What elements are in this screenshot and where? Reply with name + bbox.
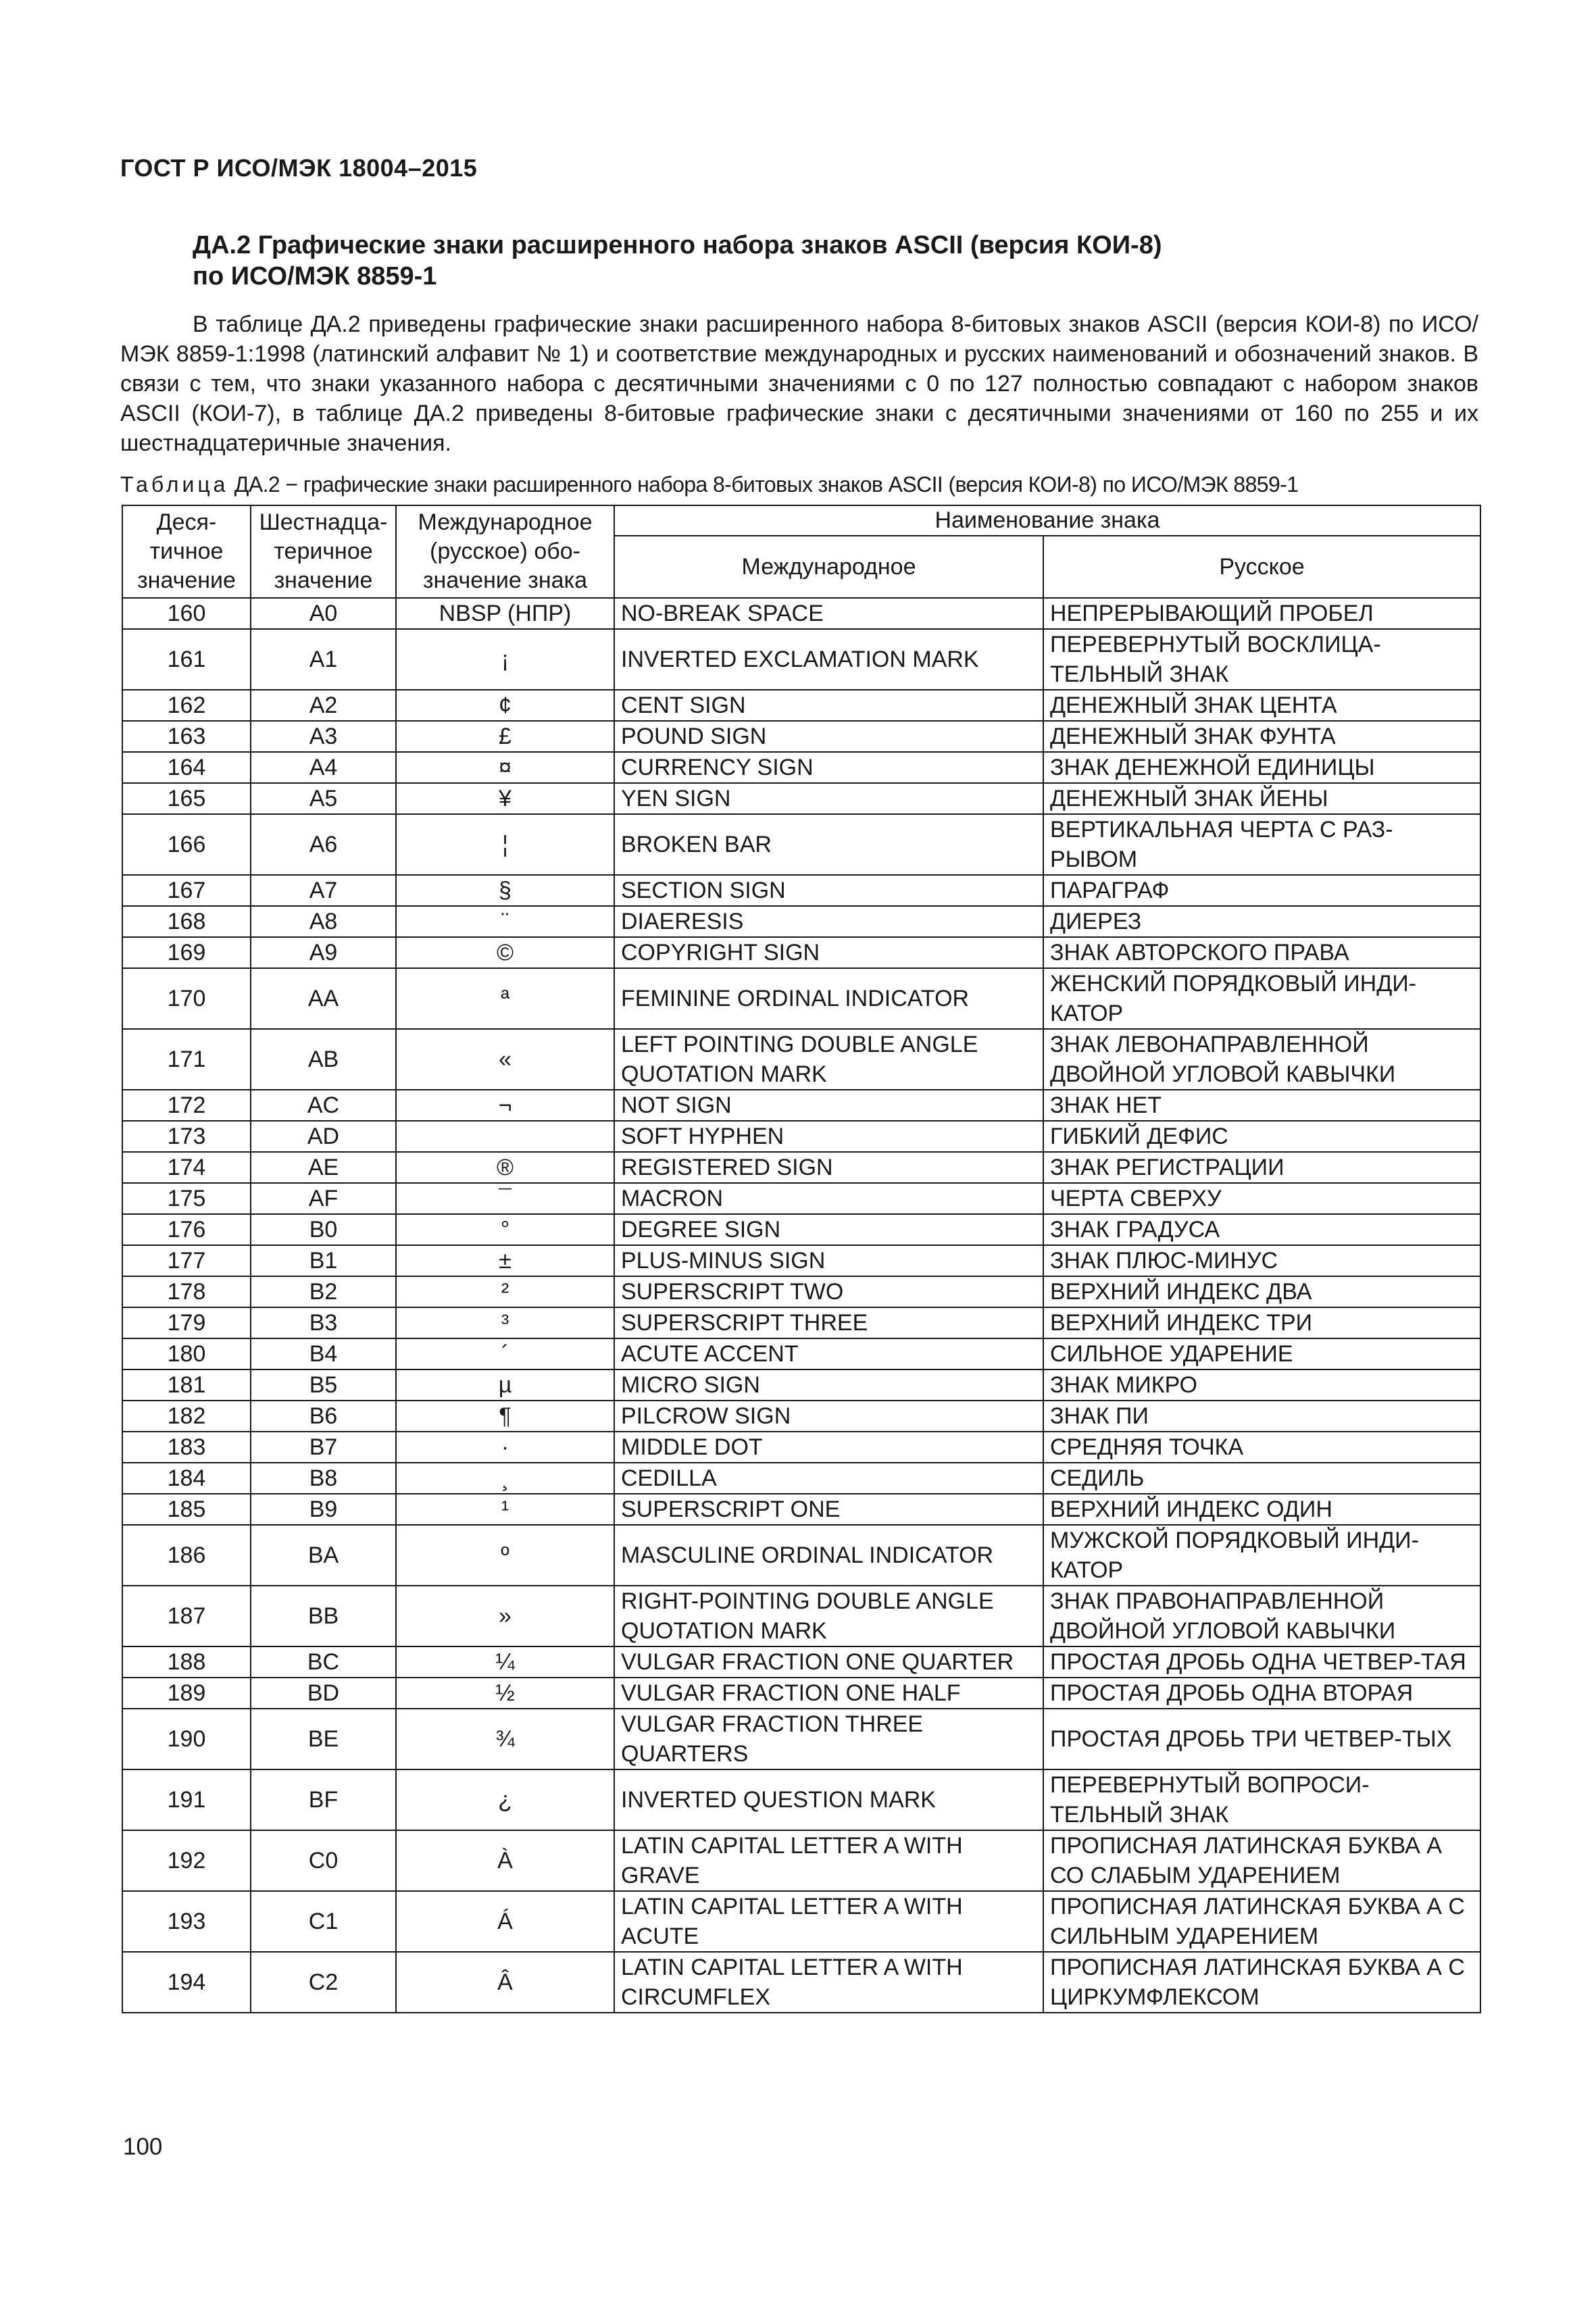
hex-cell: BD [251, 1678, 396, 1709]
intl-name-cell: SECTION SIGN [614, 875, 1043, 906]
table-row [122, 1029, 1480, 1090]
rus-name-cell: ЗНАК ГРАДУСА [1043, 1214, 1480, 1245]
intl-name-cell: SUPERSCRIPT TWO [614, 1276, 1043, 1307]
hex-cell: A6 [251, 814, 396, 875]
header-rus: Русское [1043, 536, 1480, 598]
hex-cell: AF [251, 1183, 396, 1214]
decimal-cell: 172 [122, 1090, 251, 1121]
rus-name-cell: ПРОПИСНАЯ ЛАТИНСКАЯ БУКВА А СО СЛАБЫМ УДАРЕНИЕМ [1043, 1830, 1480, 1891]
rus-name-cell: ПЕРЕВЕРНУТЫЙ ВОСКЛИЦА-ТЕЛЬНЫЙ ЗНАК [1043, 629, 1480, 690]
table-row [122, 1586, 1480, 1646]
decimal-cell: 170 [122, 968, 251, 1029]
rus-name-cell: СИЛЬНОЕ УДАРЕНИЕ [1043, 1338, 1480, 1369]
table-row [122, 1338, 1480, 1369]
decimal-cell: 169 [122, 937, 251, 968]
table-row [122, 752, 1480, 783]
symbol-cell: À [396, 1830, 614, 1891]
section-title [193, 230, 1476, 292]
rus-name-cell: ПРОСТАЯ ДРОБЬ ТРИ ЧЕТВЕР-ТЫХ [1043, 1709, 1480, 1769]
symbol-cell: ¶ [396, 1401, 614, 1432]
decimal-cell: 194 [122, 1952, 251, 2013]
symbol-cell: ¡ [396, 629, 614, 690]
rus-name-cell: ЗНАК АВТОРСКОГО ПРАВА [1043, 937, 1480, 968]
intl-name-cell: ACUTE ACCENT [614, 1338, 1043, 1369]
rus-name-cell: ЖЕНСКИЙ ПОРЯДКОВЫЙ ИНДИ-КАТОР [1043, 968, 1480, 1029]
symbol-cell: º [396, 1525, 614, 1586]
intl-name-cell: DEGREE SIGN [614, 1214, 1043, 1245]
rus-name-cell: ПАРАГРАФ [1043, 875, 1480, 906]
symbol-cell: Á [396, 1891, 614, 1952]
symbol-cell: ¥ [396, 783, 614, 814]
rus-name-cell: ЗНАК ДЕНЕЖНОЙ ЕДИНИЦЫ [1043, 752, 1480, 783]
decimal-cell: 183 [122, 1432, 251, 1463]
table-row [122, 1525, 1480, 1586]
decimal-cell: 174 [122, 1152, 251, 1183]
intl-name-cell: INVERTED QUESTION MARK [614, 1769, 1043, 1830]
rus-name-cell: ЗНАК ПЛЮС-МИНУС [1043, 1245, 1480, 1276]
intl-name-cell: POUND SIGN [614, 721, 1043, 752]
rus-name-cell: ПЕРЕВЕРНУТЫЙ ВОПРОСИ-ТЕЛЬНЫЙ ЗНАК [1043, 1769, 1480, 1830]
rus-name-cell: СРЕДНЯЯ ТОЧКА [1043, 1432, 1480, 1463]
table-row [122, 1432, 1480, 1463]
decimal-cell: 162 [122, 690, 251, 721]
header-symbol: Международное (русское) обо-значение знака [396, 505, 614, 598]
rus-name-cell: ПРОПИСНАЯ ЛАТИНСКАЯ БУКВА А С СИЛЬНЫМ УДАРЕНИЕМ [1043, 1891, 1480, 1952]
rus-name-cell: ДИЕРЕЗ [1043, 906, 1480, 937]
hex-cell: B4 [251, 1338, 396, 1369]
intl-name-cell: DIAERESIS [614, 906, 1043, 937]
decimal-cell: 163 [122, 721, 251, 752]
rus-name-cell: ПРОСТАЯ ДРОБЬ ОДНА ВТОРАЯ [1043, 1678, 1480, 1709]
table-row [122, 629, 1480, 690]
hex-cell: BF [251, 1769, 396, 1830]
decimal-cell: 191 [122, 1769, 251, 1830]
section-title-line-1: ДА.2 Графические знаки расширенного набора знаков ASCII (версия КОИ-8) [193, 231, 1162, 259]
table-row [122, 1646, 1480, 1678]
symbol-cell: ¿ [396, 1769, 614, 1830]
decimal-cell: 173 [122, 1121, 251, 1152]
symbol-cell: ¹ [396, 1494, 614, 1525]
symbol-cell: ¨ [396, 906, 614, 937]
hex-cell: BA [251, 1525, 396, 1586]
decimal-cell: 167 [122, 875, 251, 906]
decimal-cell: 166 [122, 814, 251, 875]
hex-cell: B3 [251, 1307, 396, 1338]
symbol-cell: ¾ [396, 1709, 614, 1769]
hex-cell: AE [251, 1152, 396, 1183]
rus-name-cell: ВЕРХНИЙ ИНДЕКС ОДИН [1043, 1494, 1480, 1525]
hex-cell: B1 [251, 1245, 396, 1276]
decimal-cell: 186 [122, 1525, 251, 1586]
table-row [122, 906, 1480, 937]
intl-name-cell: CURRENCY SIGN [614, 752, 1043, 783]
intl-name-cell: NO-BREAK SPACE [614, 598, 1043, 629]
hex-cell: B5 [251, 1369, 396, 1401]
symbol-cell: § [396, 875, 614, 906]
intro-text: В таблице ДА.2 приведены графические знаки расширенного набора 8-битовых знаков ASCII (версия КОИ-8) по ИСО/МЭК 8859-1:1998 (латинский алфавит № 1) и соответствие международных и русских наименований и обозначений знаков. В связи с тем, что знаки указанного набора с десятичными значениями с 0 по 127 полностью совпадают с набором знаков ASCII (КОИ-7), в таблице ДА.2 приведены 8-битовые графические знаки с десятичными значениями от 160 по 255 и их шестнадцатеричные значения. [120, 311, 1478, 456]
decimal-cell: 177 [122, 1245, 251, 1276]
intl-name-cell: MASCULINE ORDINAL INDICATOR [614, 1525, 1043, 1586]
symbol-cell: ½ [396, 1678, 614, 1709]
intl-name-cell: MACRON [614, 1183, 1043, 1214]
symbol-cell: ² [396, 1276, 614, 1307]
decimal-cell: 181 [122, 1369, 251, 1401]
decimal-cell: 165 [122, 783, 251, 814]
intl-name-cell: SUPERSCRIPT THREE [614, 1307, 1043, 1338]
intl-name-cell: MICRO SIGN [614, 1369, 1043, 1401]
character-table [122, 505, 1481, 2013]
table-caption-text: ДА.2 − графические знаки расширенного набора 8-битовых знаков ASCII (версия КОИ-8) по ИСО/МЭК 8859-1 [228, 472, 1299, 497]
hex-cell: A0 [251, 598, 396, 629]
hex-cell: B9 [251, 1494, 396, 1525]
intl-name-cell: FEMININE ORDINAL INDICATOR [614, 968, 1043, 1029]
intl-name-cell: RIGHT-POINTING DOUBLE ANGLE QUOTATION MARK [614, 1586, 1043, 1646]
decimal-cell: 192 [122, 1830, 251, 1891]
header-intl: Международное [614, 536, 1043, 598]
symbol-cell: Â [396, 1952, 614, 2013]
rus-name-cell: ПРОСТАЯ ДРОБЬ ОДНА ЧЕТВЕР-ТАЯ [1043, 1646, 1480, 1678]
decimal-cell: 175 [122, 1183, 251, 1214]
table-row [122, 1830, 1480, 1891]
rus-name-cell: СЕДИЛЬ [1043, 1463, 1480, 1494]
decimal-cell: 189 [122, 1678, 251, 1709]
hex-cell: BE [251, 1709, 396, 1769]
rus-name-cell: ЗНАК ПИ [1043, 1401, 1480, 1432]
hex-cell: A8 [251, 906, 396, 937]
section-title-line-2: по ИСО/МЭК 8859-1 [193, 262, 437, 291]
intl-name-cell: PILCROW SIGN [614, 1401, 1043, 1432]
intl-name-cell: CENT SIGN [614, 690, 1043, 721]
intl-name-cell: INVERTED EXCLAMATION MARK [614, 629, 1043, 690]
hex-cell: B6 [251, 1401, 396, 1432]
table-row [122, 1183, 1480, 1214]
hex-cell: B7 [251, 1432, 396, 1463]
table-row [122, 1121, 1480, 1152]
table-row [122, 937, 1480, 968]
rus-name-cell: ДЕНЕЖНЫЙ ЗНАК ЙЕНЫ [1043, 783, 1480, 814]
decimal-cell: 168 [122, 906, 251, 937]
symbol-cell: » [396, 1586, 614, 1646]
table-row [122, 1245, 1480, 1276]
hex-cell: AD [251, 1121, 396, 1152]
rus-name-cell: ГИБКИЙ ДЕФИС [1043, 1121, 1480, 1152]
decimal-cell: 164 [122, 752, 251, 783]
rus-name-cell: ВЕРТИКАЛЬНАЯ ЧЕРТА С РАЗ-РЫВОМ [1043, 814, 1480, 875]
decimal-cell: 161 [122, 629, 251, 690]
intl-name-cell: LATIN CAPITAL LETTER A WITH ACUTE [614, 1891, 1043, 1952]
symbol-cell: ± [396, 1245, 614, 1276]
symbol-cell: ª [396, 968, 614, 1029]
rus-name-cell: ЗНАК ЛЕВОНАПРАВЛЕННОЙ ДВОЙНОЙ УГЛОВОЙ КАВЫЧКИ [1043, 1029, 1480, 1090]
table-row [122, 1463, 1480, 1494]
symbol-cell: · [396, 1432, 614, 1463]
hex-cell: B2 [251, 1276, 396, 1307]
decimal-cell: 180 [122, 1338, 251, 1369]
rus-name-cell: МУЖСКОЙ ПОРЯДКОВЫЙ ИНДИ-КАТОР [1043, 1525, 1480, 1586]
table-row [122, 1769, 1480, 1830]
symbol-cell: ¯ [396, 1183, 614, 1214]
intl-name-cell: SOFT HYPHEN [614, 1121, 1043, 1152]
table-row [122, 814, 1480, 875]
decimal-cell: 187 [122, 1586, 251, 1646]
intl-name-cell: VULGAR FRACTION ONE QUARTER [614, 1646, 1043, 1678]
hex-cell: A7 [251, 875, 396, 906]
hex-cell: A5 [251, 783, 396, 814]
header-decimal: Деся-тичное значение [122, 505, 251, 598]
table-row [122, 1214, 1480, 1245]
symbol-cell: ° [396, 1214, 614, 1245]
intl-name-cell: VULGAR FRACTION ONE HALF [614, 1678, 1043, 1709]
decimal-cell: 178 [122, 1276, 251, 1307]
table-row [122, 721, 1480, 752]
symbol-cell: µ [396, 1369, 614, 1401]
rus-name-cell: ЗНАК НЕТ [1043, 1090, 1480, 1121]
decimal-cell: 171 [122, 1029, 251, 1090]
hex-cell: AC [251, 1090, 396, 1121]
intl-name-cell: BROKEN BAR [614, 814, 1043, 875]
hex-cell: AA [251, 968, 396, 1029]
table-row [122, 875, 1480, 906]
table-row [122, 1090, 1480, 1121]
table-row [122, 968, 1480, 1029]
decimal-cell: 193 [122, 1891, 251, 1952]
rus-name-cell: ВЕРХНИЙ ИНДЕКС ТРИ [1043, 1307, 1480, 1338]
hex-cell: B8 [251, 1463, 396, 1494]
rus-name-cell: ЗНАК ПРАВОНАПРАВЛЕННОЙ ДВОЙНОЙ УГЛОВОЙ КАВЫЧКИ [1043, 1586, 1480, 1646]
intl-name-cell: SUPERSCRIPT ONE [614, 1494, 1043, 1525]
symbol-cell: £ [396, 721, 614, 752]
table-row [122, 1152, 1480, 1183]
table-row [122, 598, 1480, 629]
hex-cell: A2 [251, 690, 396, 721]
decimal-cell: 188 [122, 1646, 251, 1678]
symbol-cell: ¼ [396, 1646, 614, 1678]
intl-name-cell: REGISTERED SIGN [614, 1152, 1043, 1183]
intl-name-cell: PLUS-MINUS SIGN [614, 1245, 1043, 1276]
header-hex: Шестнадца-теричное значение [251, 505, 396, 598]
rus-name-cell: ПРОПИСНАЯ ЛАТИНСКАЯ БУКВА А С ЦИРКУМФЛЕКСОМ [1043, 1952, 1480, 2013]
decimal-cell: 190 [122, 1709, 251, 1769]
symbol-cell: ´ [396, 1338, 614, 1369]
rus-name-cell: ДЕНЕЖНЫЙ ЗНАК ФУНТА [1043, 721, 1480, 752]
symbol-cell: ¢ [396, 690, 614, 721]
hex-cell: A9 [251, 937, 396, 968]
symbol-cell [396, 1121, 614, 1152]
table-row [122, 1401, 1480, 1432]
document-id: ГОСТ Р ИСО/МЭК 18004–2015 [120, 154, 478, 182]
hex-cell: A1 [251, 629, 396, 690]
intl-name-cell: VULGAR FRACTION THREE QUARTERS [614, 1709, 1043, 1769]
decimal-cell: 182 [122, 1401, 251, 1432]
intl-name-cell: LATIN CAPITAL LETTER A WITH CIRCUMFLEX [614, 1952, 1043, 2013]
rus-name-cell: ВЕРХНИЙ ИНДЕКС ДВА [1043, 1276, 1480, 1307]
header-name: Наименование знака [614, 505, 1480, 536]
table-row [122, 1891, 1480, 1952]
rus-name-cell: ЧЕРТА СВЕРХУ [1043, 1183, 1480, 1214]
table-row [122, 1678, 1480, 1709]
intl-name-cell: CEDILLA [614, 1463, 1043, 1494]
decimal-cell: 184 [122, 1463, 251, 1494]
symbol-cell: ¬ [396, 1090, 614, 1121]
table-row [122, 1369, 1480, 1401]
intl-name-cell: YEN SIGN [614, 783, 1043, 814]
rus-name-cell: ЗНАК МИКРО [1043, 1369, 1480, 1401]
symbol-cell: NBSP (НПР) [396, 598, 614, 629]
table-body [122, 598, 1480, 2013]
hex-cell: AB [251, 1029, 396, 1090]
table-row [122, 1276, 1480, 1307]
intl-name-cell: NOT SIGN [614, 1090, 1043, 1121]
hex-cell: C1 [251, 1891, 396, 1952]
page-number: 100 [123, 2134, 163, 2160]
hex-cell: A3 [251, 721, 396, 752]
table-row [122, 1952, 1480, 2013]
hex-cell: C2 [251, 1952, 396, 2013]
intl-name-cell: COPYRIGHT SIGN [614, 937, 1043, 968]
rus-name-cell: НЕПРЕРЫВАЮЩИЙ ПРОБЕЛ [1043, 598, 1480, 629]
rus-name-cell: ЗНАК РЕГИСТРАЦИИ [1043, 1152, 1480, 1183]
symbol-cell: ¸ [396, 1463, 614, 1494]
rus-name-cell: ДЕНЕЖНЫЙ ЗНАК ЦЕНТА [1043, 690, 1480, 721]
hex-cell: BC [251, 1646, 396, 1678]
hex-cell: A4 [251, 752, 396, 783]
hex-cell: B0 [251, 1214, 396, 1245]
hex-cell: C0 [251, 1830, 396, 1891]
hex-cell: BB [251, 1586, 396, 1646]
decimal-cell: 176 [122, 1214, 251, 1245]
table-caption [120, 471, 1485, 498]
table-row [122, 1307, 1480, 1338]
intl-name-cell: MIDDLE DOT [614, 1432, 1043, 1463]
symbol-cell: ³ [396, 1307, 614, 1338]
intro-paragraph [120, 309, 1478, 458]
intl-name-cell: LEFT POINTING DOUBLE ANGLE QUOTATION MARK [614, 1029, 1043, 1090]
table-row [122, 1494, 1480, 1525]
table-row [122, 783, 1480, 814]
symbol-cell: « [396, 1029, 614, 1090]
symbol-cell: © [396, 937, 614, 968]
table-row [122, 690, 1480, 721]
table-row [122, 1709, 1480, 1769]
table-caption-label: Таблица [120, 472, 229, 497]
intl-name-cell: LATIN CAPITAL LETTER A WITH GRAVE [614, 1830, 1043, 1891]
symbol-cell: ¤ [396, 752, 614, 783]
symbol-cell: ® [396, 1152, 614, 1183]
table-header [122, 505, 1480, 598]
decimal-cell: 185 [122, 1494, 251, 1525]
decimal-cell: 179 [122, 1307, 251, 1338]
symbol-cell: ¦ [396, 814, 614, 875]
decimal-cell: 160 [122, 598, 251, 629]
